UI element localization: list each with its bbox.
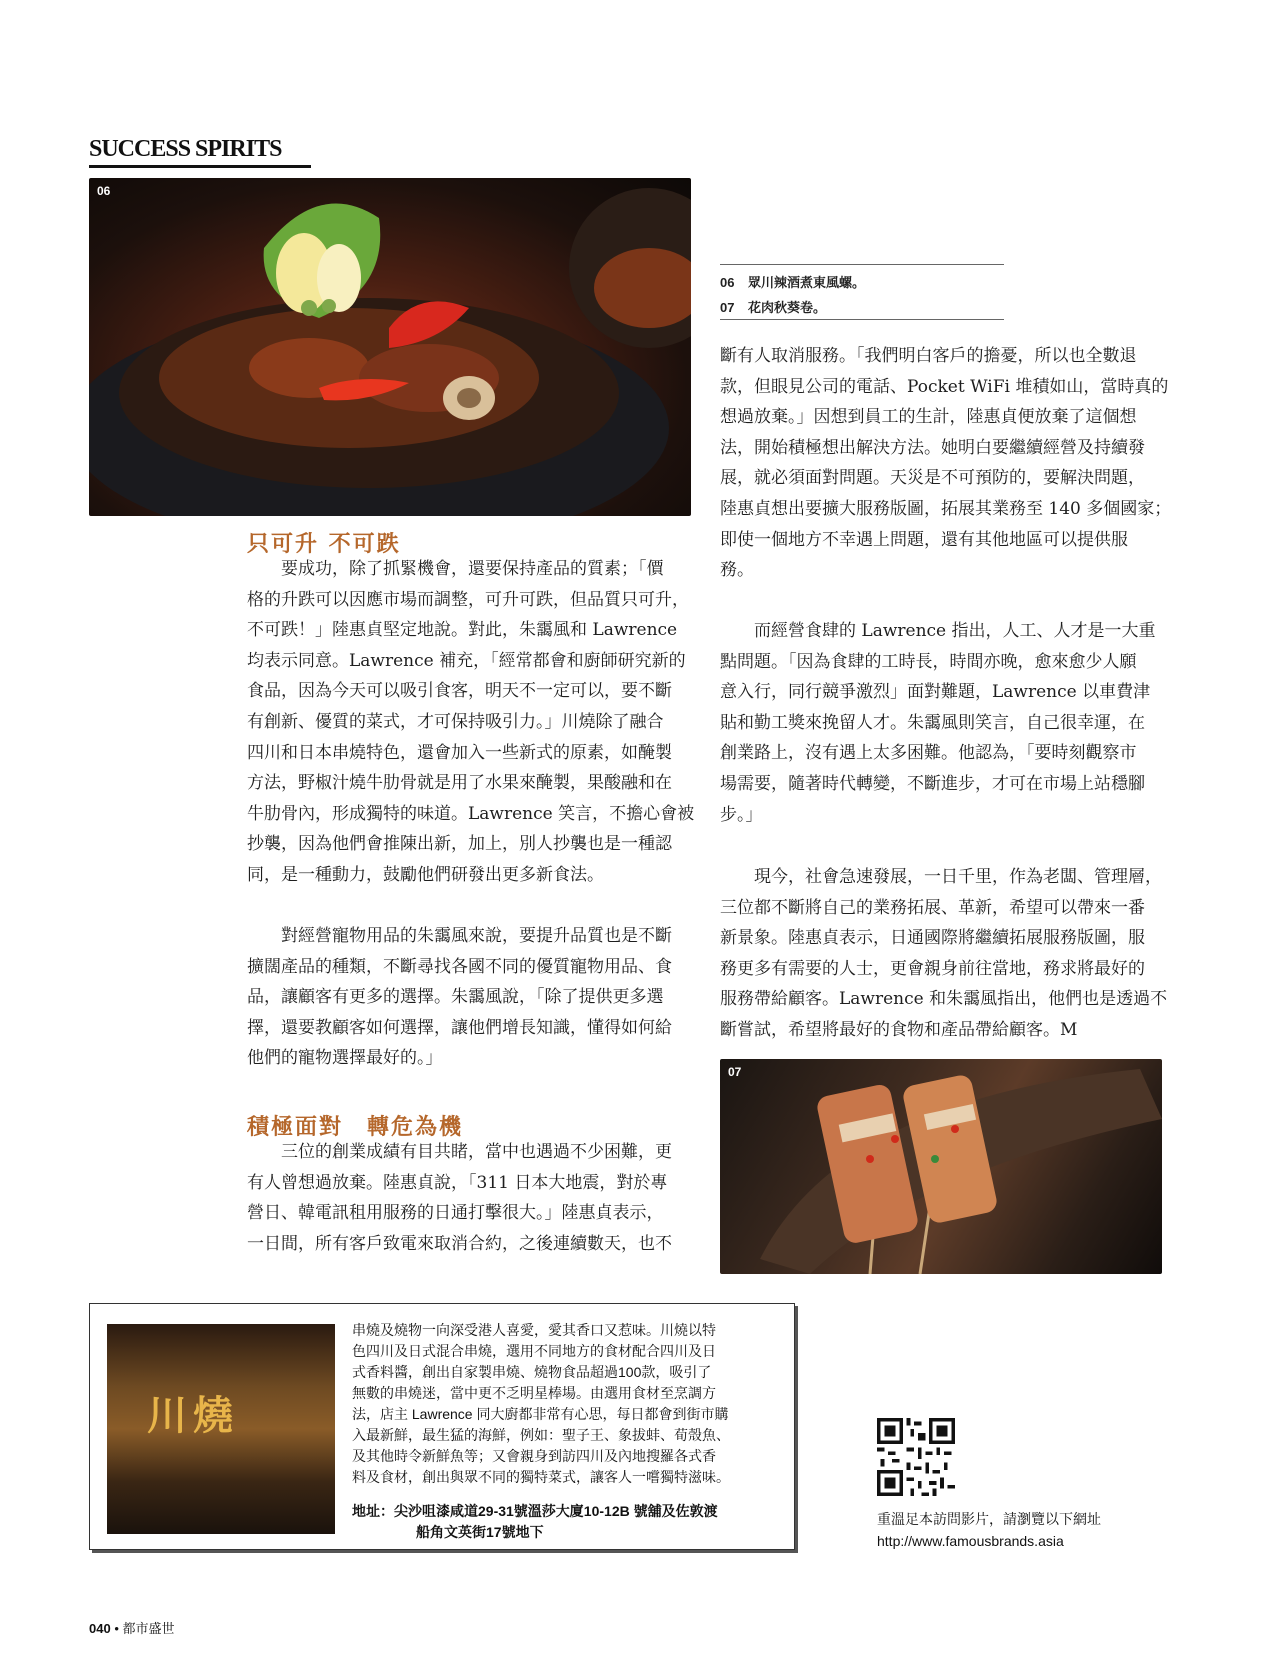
text-line: 牛肋骨內，形成獨特的味道。Lawrence 笑言，不擔心會被: [247, 803, 695, 824]
text-line: 務更多有需要的人士，更會親身前往當地，務求將最好的: [720, 958, 1145, 979]
text-line: 他們的寵物選擇最好的。」: [247, 1048, 443, 1069]
store-front-photo: [107, 1324, 335, 1534]
caption-07: [720, 297, 826, 316]
section-title: SUCCESS SPIRITS: [89, 136, 282, 162]
address-line: 船角文英街17號地下: [416, 1524, 544, 1540]
photo-number: 06: [97, 184, 111, 198]
text-line: 務。: [720, 560, 754, 581]
photo-07: [720, 1059, 1162, 1274]
caption-rule-top: [720, 264, 1004, 265]
website-link[interactable]: http://www.famousbrands.asia: [877, 1533, 1064, 1549]
text-line: 點問題。「因為食肆的工時長，時間亦晚，愈來愈少人願: [720, 651, 1137, 672]
photo-06: [89, 178, 691, 516]
restaurant-address: [352, 1501, 718, 1543]
heading-only-up: 只可升 不可跌: [247, 531, 401, 557]
text-line: 三位的創業成績有目共睹，當中也遇過不少困難，更: [281, 1142, 672, 1162]
text-line: 步。」: [720, 804, 763, 825]
caption-number: 06: [720, 275, 735, 290]
caption-number: 07: [720, 300, 735, 315]
text-line: 要成功，除了抓緊機會，還要保持產品的質素；「價: [281, 559, 664, 579]
left-para-2: [247, 921, 690, 1074]
text-line: 營日、韓電訊租用服務的日通打擊很大。」陸惠貞表示，: [247, 1203, 664, 1224]
magazine-name: 都市盛世: [122, 1621, 175, 1636]
right-para-1: [720, 341, 1172, 586]
text-line: 陸惠貞想出要擴大服務版圖，拓展其業務至 140 多個國家；: [720, 498, 1172, 519]
left-para-3: [247, 1137, 690, 1259]
text-line: 現今，社會急速發展，一日千里，作為老闆、管理層，: [754, 867, 1162, 887]
photo-07-illustration: [720, 1059, 1162, 1274]
photo-number: 07: [728, 1065, 742, 1079]
photo-06-illustration: [89, 178, 691, 516]
text-line: 三位都不斷將自己的業務拓展、革新，希望可以帶來一番: [720, 897, 1145, 918]
text-line: 方法，野椒汁燒牛肋骨就是用了水果來醃製，果酸融和在: [247, 773, 672, 794]
text-line: 有人曾想過放棄。陸惠貞說，「311 日本大地震，對於專: [247, 1172, 668, 1193]
text-line: 及其他時令新鮮魚等；又會親身到訪四川及內地搜羅各式香: [352, 1448, 716, 1464]
text-line: 即使一個地方不幸遇上問題，還有其他地區可以提供服: [720, 529, 1128, 550]
right-para-3: [720, 862, 1168, 1046]
text-line: 有創新、優質的菜式，才可保持吸引力。」川燒除了融合: [247, 711, 664, 732]
text-line: 抄襲，因為他們會推陳出新，加上，別人抄襲也是一種認: [247, 834, 672, 855]
heading-turn-crisis: 積極面對 轉危為機: [247, 1114, 464, 1140]
text-line: 式香料醬，創出自家製串燒、燒物食品超過100款，吸引了: [352, 1364, 712, 1380]
text-line: 擴闊產品的種類，不斷尋找各國不同的優質寵物用品、食: [247, 956, 672, 977]
text-line: 服務帶給顧客。Lawrence 和朱靄風指出，他們也是透過不: [720, 989, 1168, 1010]
restaurant-description: [352, 1320, 776, 1488]
text-line: 均表示同意。Lawrence 補充，「經常都會和廚師研究新的: [247, 650, 686, 671]
text-line: 食品，因為今天可以吸引食客，明天不一定可以，要不斷: [247, 681, 672, 702]
text-line: 不可跌！」陸惠貞堅定地說。對此，朱靄風和 Lawrence: [247, 620, 678, 641]
caption-rule-bottom: [720, 319, 1004, 320]
qr-note: 重溫足本訪問影片，請瀏覽以下網址: [877, 1511, 1101, 1527]
qr-code[interactable]: [877, 1418, 955, 1496]
text-line: 法，店主 Lawrence 同大廚都非常有心思，每日都會到街市購: [352, 1406, 729, 1422]
text-line: 意入行，同行競爭激烈」面對難題，Lawrence 以車費津: [720, 682, 1151, 703]
text-line: 色四川及日式混合串燒，選用不同地方的食材配合四川及日: [352, 1343, 716, 1359]
caption-06: [720, 272, 865, 291]
text-line: 法，開始積極想出解決方法。她明白要繼續經營及持續發: [720, 437, 1145, 458]
text-line: 展，就必須面對問題。天災是不可預防的，要解決問題，: [720, 468, 1145, 489]
text-line: 料及食材，創出與眾不同的獨特菜式，讓客人一嚐獨特滋味。: [352, 1469, 730, 1485]
footer-bullet: •: [114, 1621, 119, 1636]
text-line: 斷嘗試，希望將最好的食物和產品帶給顧客。M: [720, 1019, 1078, 1040]
text-line: 同，是一種動力，鼓勵他們研發出更多新食法。: [247, 864, 604, 885]
right-para-2: [720, 616, 1163, 830]
restaurant-info-box: [89, 1303, 795, 1550]
caption-text: 眾川辣酒煮東風螺。: [748, 275, 866, 290]
text-line: 一日間，所有客戶致電來取消合約，之後連續數天，也不: [247, 1233, 672, 1254]
text-line: 創業路上，沒有遇上太多困難。他認為，「要時刻觀察市: [720, 743, 1137, 764]
text-line: 對經營寵物用品的朱靄風來說，要提升品質也是不斷: [281, 926, 672, 946]
text-line: 場需要，隨著時代轉變，不斷進步，才可在市場上站穩腳: [720, 773, 1145, 794]
store-sign: 川燒: [147, 1392, 239, 1439]
text-line: 無數的串燒迷，當中更不乏明星棒場。由選用食材至烹調方: [352, 1385, 716, 1401]
text-line: 格的升跌可以因應市場而調整，可升可跌，但品質只可升，: [247, 589, 689, 610]
text-line: 新景象。陸惠貞表示，日通國際將繼續拓展服務版圖，服: [720, 928, 1145, 949]
page-number: 040: [89, 1621, 111, 1636]
text-line: 款，但眼見公司的電話、Pocket WiFi 堆積如山，當時真的: [720, 376, 1169, 397]
text-line: 品，讓顧客有更多的選擇。朱靄風說，「除了提供更多選: [247, 987, 664, 1008]
text-line: 串燒及燒物一向深受港人喜愛，愛其香口又惹味。川燒以特: [352, 1322, 716, 1338]
text-line: 想過放棄。」因想到員工的生計，陸惠貞便放棄了這個想: [720, 407, 1137, 428]
qr-code-icon: [877, 1418, 955, 1496]
caption-text: 花肉秋葵卷。: [748, 300, 827, 315]
section-rule: [89, 165, 311, 168]
text-line: 入最新鮮，最生猛的海鮮，例如：聖子王、象拔蚌、荀殼魚、: [352, 1427, 730, 1443]
text-line: 斷有人取消服務。「我們明白客戶的擔憂，所以也全數退: [720, 346, 1137, 366]
text-line: 貼和勤工獎來挽留人才。朱靄風則笑言，自己很幸運，在: [720, 712, 1145, 733]
left-para-1: [247, 554, 695, 891]
text-line: 四川和日本串燒特色，還會加入一些新式的原素，如醃製: [247, 742, 672, 763]
page-footer: [89, 1618, 175, 1637]
text-line: 擇，還要教顧客如何選擇，讓他們增長知識，懂得如何給: [247, 1017, 672, 1038]
address-line: 地址：尖沙咀漆咸道29-31號溫莎大廈10-12B 號舖及佐敦渡: [352, 1503, 718, 1519]
text-line: 而經營食肆的 Lawrence 指出，人工、人才是一大重: [754, 621, 1156, 641]
